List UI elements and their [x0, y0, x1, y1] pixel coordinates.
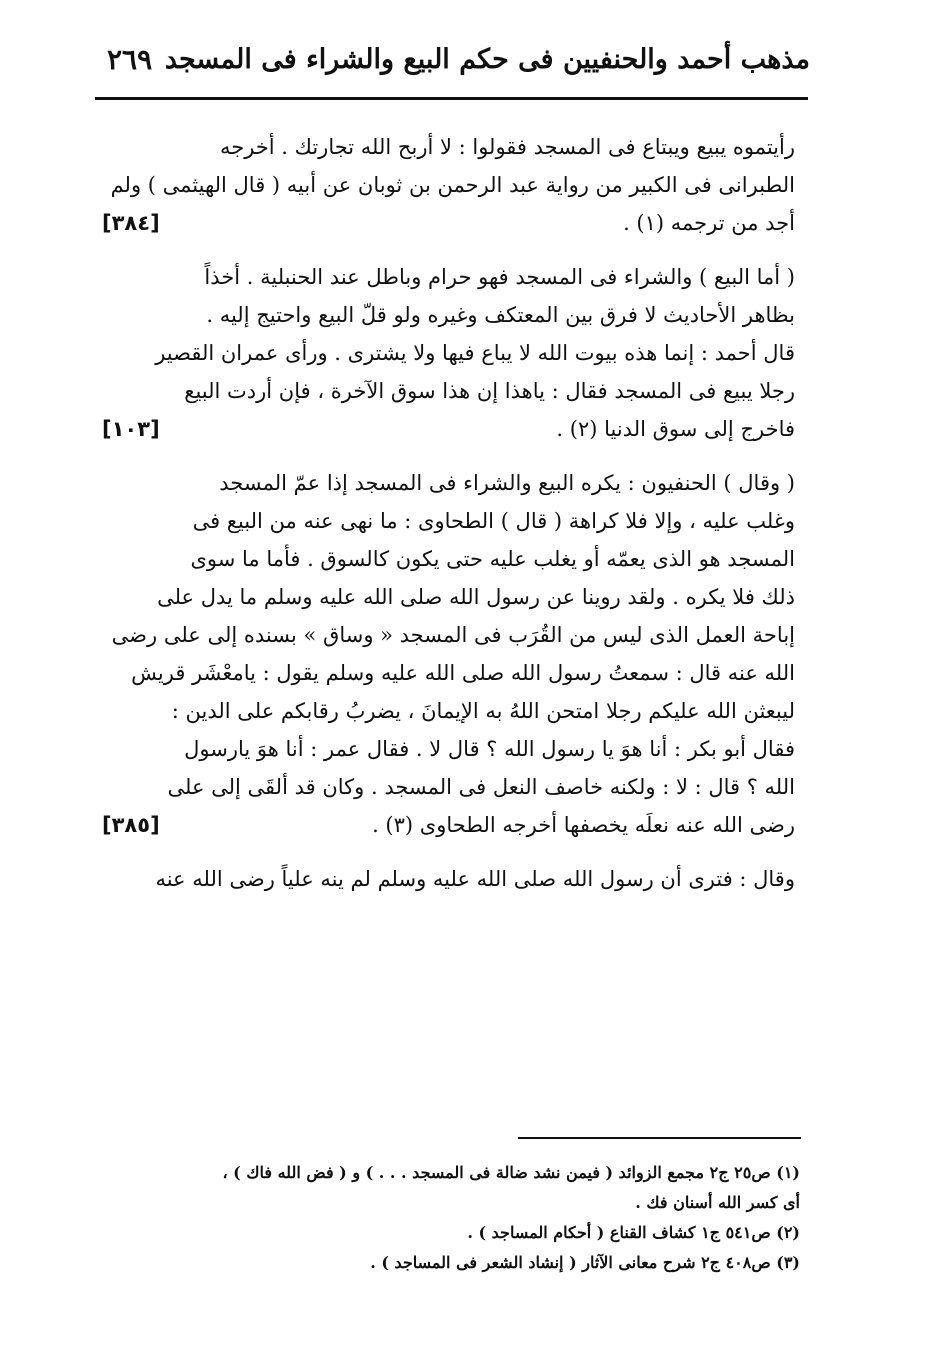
- footnote-line: (٣) ص٤٠٨ ج٢ شرح معانى الآثار ( إنشاد الشعر فى المساجد ) .: [370, 1253, 800, 1272]
- text-line-content: أجد من ترجمه (١) .: [623, 211, 795, 235]
- main-text: [100, 128, 795, 914]
- footnote-line: أى كسر الله أسنان فك .: [635, 1193, 800, 1212]
- reference-number: [٣٨٤]: [102, 211, 160, 235]
- footnote: [100, 1248, 800, 1278]
- footnote-rule: [518, 1137, 801, 1139]
- text-line: [100, 806, 795, 844]
- paragraph: [100, 128, 795, 242]
- text-line: وقال : فترى أن رسول الله صلى الله عليه وسلم لم ينه علياً رضى الله عنه: [155, 867, 795, 891]
- text-line: ( وقال ) الحنفيون : يكره البيع والشراء فى المسجد إذا عمّ المسجد: [219, 471, 795, 495]
- text-line: ذلك فلا يكره . ولقد روينا عن رسول الله صلى الله عليه وسلم ما يدل على: [157, 585, 795, 609]
- text-line: الطبرانى فى الكبير من رواية عبد الرحمن بن ثوبان عن أبيه ( قال الهيثمى ) ولم: [110, 173, 795, 197]
- text-line: رجلا يبيع فى المسجد فقال : ياهذا إن هذا سوق الآخرة ، فإن أردت البيع: [184, 379, 795, 403]
- text-line: [100, 204, 795, 242]
- page-header: [95, 28, 810, 90]
- paragraph: [100, 860, 795, 898]
- paragraph: [100, 464, 795, 844]
- text-line-content: رضى الله عنه نعلَه يخصفها أخرجه الطحاوى (٣) .: [372, 813, 795, 837]
- text-line: بظاهر الأحاديث لا فرق بين المعتكف وغيره ولو قلّ البيع واحتيج إليه .: [206, 303, 795, 327]
- text-line: قال أحمد : إنما هذه بيوت الله لا يباع فيها ولا يشترى . ورأى عمران القصير: [155, 341, 795, 365]
- reference-number: [٣٨٥]: [102, 813, 160, 837]
- footnote-line: (٢) ص٥٤١ ج١ كشاف القناع ( أحكام المساجد ) .: [467, 1223, 800, 1242]
- text-line-content: فاخرج إلى سوق الدنيا (٢) .: [556, 417, 795, 441]
- paragraph: [100, 258, 795, 448]
- text-line: الله ؟ قال : لا : ولكنه خاصف النعل فى المسجد . وكان قد ألقَى إلى على: [167, 775, 795, 799]
- header-rule: [95, 97, 808, 100]
- footnote-line: (١) ص٢٥ ج٢ مجمع الزوائد ( فيمن نشد ضالة فى المسجد . . . ) و ( فض الله فاك ) ،: [222, 1163, 800, 1182]
- footnote: [100, 1158, 800, 1218]
- text-line: ليبعثن الله عليكم رجلا امتحن اللهُ به الإيمانَ ، يضربُ رقابكم على الدين :: [171, 699, 795, 723]
- text-line: إباحة العمل الذى ليس من القُرَب فى المسجد « وساق » بسنده إلى على رضى: [111, 623, 795, 647]
- page-number: ٢٦٩: [107, 42, 153, 76]
- text-line: رأيتموه يبيع ويبتاع فى المسجد فقولوا : لا أربح الله تجارتك . أخرجه: [219, 135, 795, 159]
- text-line: ( أما البيع ) والشراء فى المسجد فهو حرام وباطل عند الحنبلية . أخذاً: [204, 265, 795, 289]
- text-line: الله عنه قال : سمعتُ رسول الله صلى الله عليه وسلم يقول : يامعْشَر قريش: [131, 661, 795, 685]
- footnotes: [100, 1158, 800, 1278]
- footnote: [100, 1218, 800, 1248]
- reference-number: [١٠٣]: [102, 417, 160, 441]
- text-line: وغلب عليه ، وإلا فلا كراهة ( قال ) الطحاوى : ما نهى عنه من البيع فى: [192, 509, 795, 533]
- text-line: المسجد هو الذى يعمّه أو يغلب عليه حتى يكون كالسوق . فأما ما سوى: [190, 547, 795, 571]
- text-line: [100, 410, 795, 448]
- running-title: مذهب أحمد والحنفيين فى حكم البيع والشراء فى المسجد: [164, 43, 810, 75]
- text-line: فقال أبو بكر : أنا هوَ يا رسول الله ؟ قال لا . فقال عمر : أنا هوَ يارسول: [184, 737, 795, 761]
